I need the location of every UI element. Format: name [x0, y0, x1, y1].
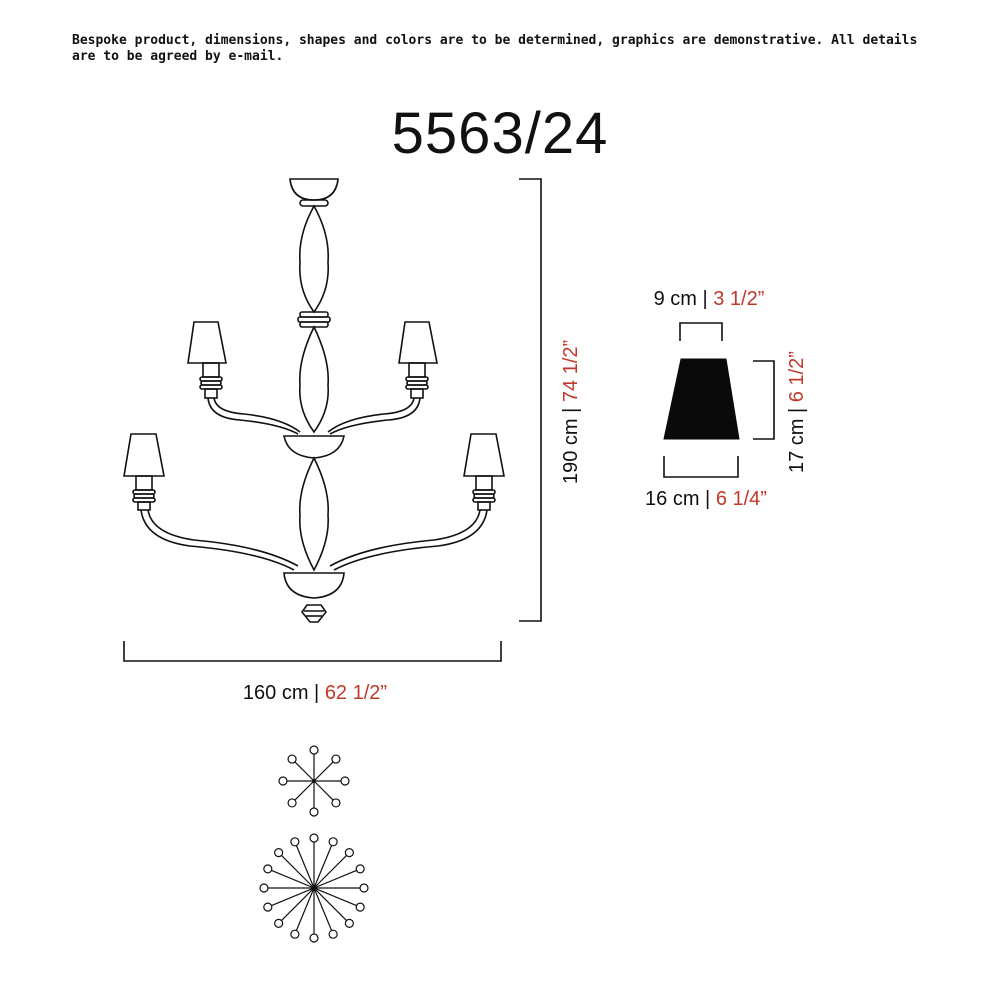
- plan-arm: [314, 855, 347, 888]
- shade-lower-right: [464, 434, 504, 476]
- plan-light-point: [356, 903, 364, 911]
- plan-light-point: [275, 849, 283, 857]
- plan-arm: [314, 781, 333, 800]
- canopy: [290, 179, 338, 200]
- plan-light-point: [360, 884, 368, 892]
- shade-detail: [664, 359, 739, 439]
- arm-upper-left: [208, 398, 298, 434]
- width-label: 160 cm | 62 1/2”: [242, 682, 388, 704]
- shade-bottom-label: 16 cm | 6 1/4”: [645, 488, 767, 510]
- plan-hub: [312, 779, 316, 783]
- plan-arm: [295, 762, 314, 781]
- plan-light-point: [288, 799, 296, 807]
- plan-light-point: [264, 903, 272, 911]
- shade-upper-right: [399, 322, 437, 363]
- model-number: 5563/24: [391, 101, 609, 166]
- plan-light-point: [329, 930, 337, 938]
- height-bracket: [519, 179, 541, 621]
- bottom-bowl: [284, 573, 344, 598]
- plan-light-point: [329, 838, 337, 846]
- stem-upper: [300, 206, 328, 312]
- width-bracket: [124, 641, 501, 661]
- shade-bottom-bracket: [664, 456, 738, 477]
- stem-middle: [300, 327, 328, 432]
- finial: [302, 605, 326, 622]
- shade-top-bracket: [680, 323, 722, 341]
- arm-upper-right: [330, 398, 420, 434]
- stem-lower: [300, 458, 328, 570]
- plan-arm: [281, 888, 314, 921]
- plan-light-point: [345, 919, 353, 927]
- plan-arm: [295, 781, 314, 800]
- shade-top-label: 9 cm | 3 1/2”: [653, 288, 765, 310]
- plan-light-point: [332, 799, 340, 807]
- plan-arm: [281, 855, 314, 888]
- plan-light-point: [291, 838, 299, 846]
- plan-light-point: [275, 919, 283, 927]
- middle-bowl: [284, 436, 344, 458]
- plan-view-lower-tier: [260, 834, 368, 942]
- arm-lower-right: [334, 510, 487, 570]
- disclaimer-text: Bespoke product, dimensions, shapes and colors are to be determined, graphics are demonstrative. All details are to be agreed by e-mail.: [72, 33, 918, 64]
- plan-arm: [314, 762, 333, 781]
- shade-lower-left: [124, 434, 164, 476]
- plan-light-point: [279, 777, 287, 785]
- plan-light-point: [310, 834, 318, 842]
- plan-light-point: [310, 746, 318, 754]
- arm-lower-left: [141, 510, 294, 570]
- plan-arm: [314, 888, 347, 921]
- plan-view-upper-tier: [279, 746, 349, 816]
- plan-light-point: [288, 755, 296, 763]
- plan-light-point: [264, 865, 272, 873]
- plan-light-point: [310, 808, 318, 816]
- plan-light-point: [291, 930, 299, 938]
- plan-light-point: [332, 755, 340, 763]
- shade-height-bracket: [753, 361, 774, 439]
- shade-height-label: 17 cm | 6 1/2”: [786, 351, 808, 473]
- plan-light-point: [260, 884, 268, 892]
- shade-upper-left: [188, 322, 226, 363]
- plan-light-point: [341, 777, 349, 785]
- plan-light-point: [310, 934, 318, 942]
- plan-light-point: [356, 865, 364, 873]
- plan-light-point: [345, 849, 353, 857]
- plan-hub: [312, 886, 316, 890]
- height-label: 190 cm | 74 1/2”: [560, 339, 582, 484]
